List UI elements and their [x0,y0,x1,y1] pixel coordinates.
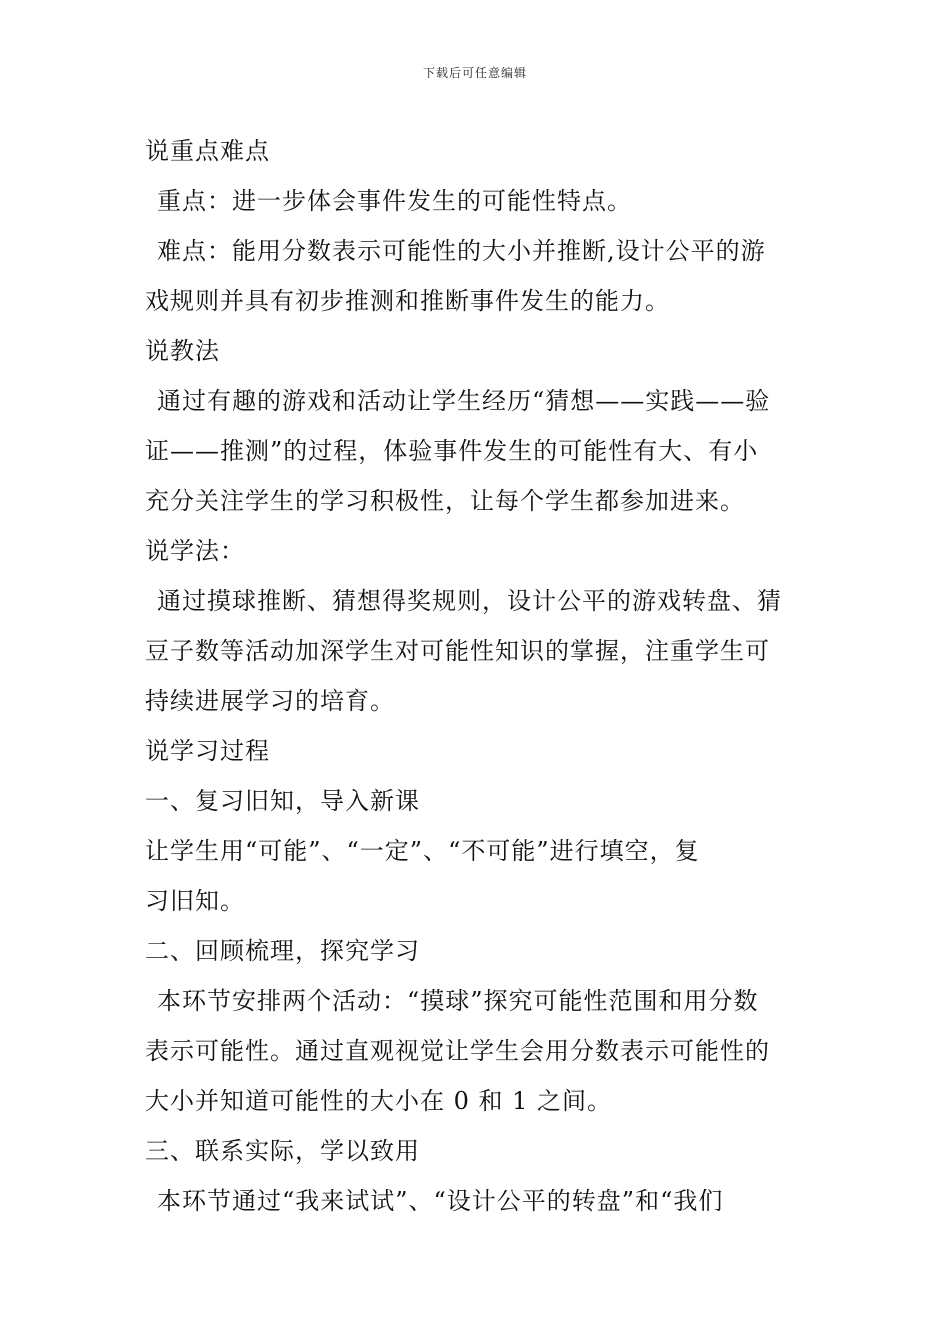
paragraph-line: 表示可能性。通过直观视觉让学生会用分数表示可能性的 [145,1037,770,1065]
paragraph-line: 通过摸球推断、猜想得奖规则，设计公平的游戏转盘、猜 [157,587,782,615]
section-heading-teaching-method: 说教法 [145,337,220,365]
subsection-heading-review: 一、复习旧知，导入新课 [145,787,420,815]
subsection-heading-apply: 三、联系实际，学以致用 [145,1137,420,1165]
paragraph-line: 证——推测”的过程，体验事件发生的可能性有大、有小 [145,437,759,465]
paragraph-line: 让学生用“可能”、“一定”、“不可能”进行填空，复 [145,837,700,865]
paragraph-line: 本环节通过“我来试试”、“设计公平的转盘”和“我们 [157,1187,724,1215]
paragraph-line: 戏规则并具有初步推测和推断事件发生的能力。 [145,287,670,315]
paragraph-line: 通过有趣的游戏和活动让学生经历“猜想——实践——验 [157,387,771,415]
paragraph-line: 难点：能用分数表示可能性的大小并推断,设计公平的游 [157,237,766,265]
paragraph-line: 本环节安排两个活动：“摸球”探究可能性范围和用分数 [157,987,759,1015]
document-body [145,126,815,1226]
section-heading-key-points: 说重点难点 [145,137,270,165]
paragraph-line: 习旧知。 [145,887,245,915]
paragraph-line: 充分关注学生的学习积极性，让每个学生都参加进来。 [145,487,745,515]
section-heading-learning-method: 说学法： [145,537,245,565]
page-header: 下载后可任意编辑 [422,66,527,80]
paragraph-line: 持续进展学习的培育。 [145,687,395,715]
paragraph-line: 重点：进一步体会事件发生的可能性特点。 [157,187,632,215]
subsection-heading-explore: 二、回顾梳理，探究学习 [145,937,420,965]
paragraph-line: 大小并知道可能性的大小在 0 和 1 之间。 [145,1087,613,1115]
section-heading-learning-process: 说学习过程 [145,737,270,765]
paragraph-line: 豆子数等活动加深学生对可能性知识的掌握，注重学生可 [145,637,770,665]
